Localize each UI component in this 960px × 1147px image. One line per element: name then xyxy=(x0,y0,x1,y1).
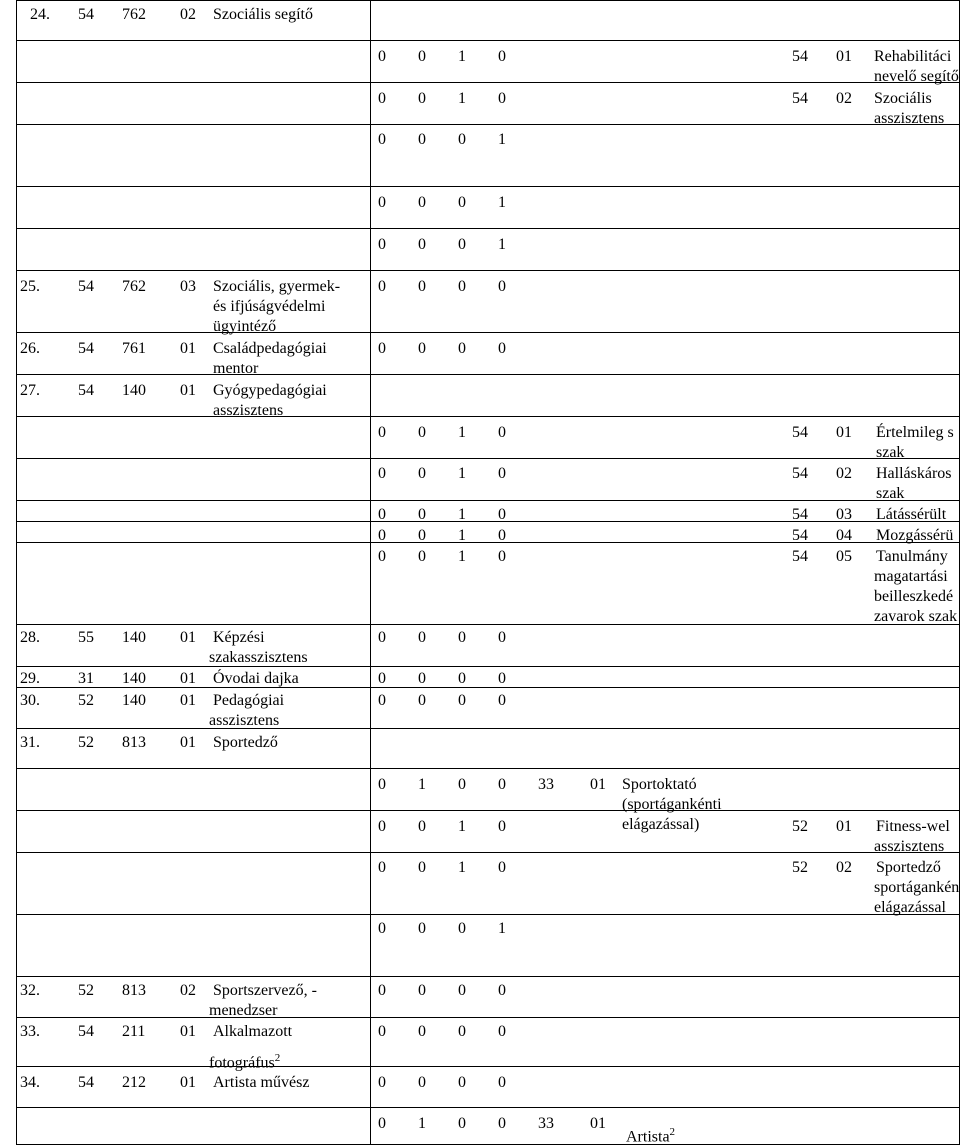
table-cell-text: 31 xyxy=(78,670,94,687)
table-cell-text: 54 xyxy=(78,340,94,357)
table-cell-text: 0 xyxy=(378,424,386,441)
table-cell-text: 54 xyxy=(792,527,808,544)
table-cell-text: menedzser xyxy=(209,1002,278,1019)
table-cell-text: 05 xyxy=(836,548,852,565)
table-cell-text: 0 xyxy=(458,629,466,646)
table-cell-text: Artista$^2$ xyxy=(626,1126,676,1146)
table-cell-text: 1 xyxy=(498,920,506,937)
table-cell-text: 1 xyxy=(458,859,466,876)
table-cell-text: 0 xyxy=(458,776,466,793)
table-cell-text: fotográfus$^2$ xyxy=(209,1052,281,1072)
table-cell-text: 0 xyxy=(458,131,466,148)
table-cell-text: 52 xyxy=(792,859,808,876)
table-cell-text: 0 xyxy=(378,48,386,65)
table-cell-text: 03 xyxy=(180,278,196,295)
table-cell-text: 0 xyxy=(458,1115,466,1132)
table-cell-text: Óvodai dajka xyxy=(213,670,299,687)
row-border xyxy=(16,810,960,811)
table-cell-text: 27. xyxy=(20,382,40,399)
table-cell-text: 02 xyxy=(180,6,196,23)
table-cell-text: 0 xyxy=(458,194,466,211)
table-cell-text: 1 xyxy=(418,1115,426,1132)
table-cell-text: 02 xyxy=(836,859,852,876)
table-cell-text: 32. xyxy=(20,982,40,999)
table-cell-text: 1 xyxy=(498,236,506,253)
table-cell-text: Sportoktató xyxy=(622,776,697,793)
table-cell-text: mentor xyxy=(213,360,259,377)
table-cell-text: 0 xyxy=(458,982,466,999)
table-cell-text: 0 xyxy=(418,90,426,107)
table-cell-text: 01 xyxy=(590,1115,606,1132)
row-border xyxy=(16,458,960,459)
table-cell-text: 1 xyxy=(458,548,466,565)
row-border xyxy=(16,542,960,543)
table-cell-text: 25. xyxy=(20,278,40,295)
row-border xyxy=(16,332,960,333)
table-cell-text: 0 xyxy=(418,670,426,687)
table-cell-text: 54 xyxy=(792,506,808,523)
table-cell-text: 0 xyxy=(498,1074,506,1091)
table-cell-text: 28. xyxy=(20,629,40,646)
table-cell-text: 33. xyxy=(20,1023,40,1040)
table-cell-text: 52 xyxy=(78,734,94,751)
table-cell-text: asszisztens xyxy=(874,110,945,127)
table-cell-text: 813 xyxy=(122,734,146,751)
table-cell-text: 54 xyxy=(792,465,808,482)
table-cell-text: 01 xyxy=(180,629,196,646)
table-cell-text: 0 xyxy=(378,920,386,937)
table-cell-text: 01 xyxy=(180,670,196,687)
table-cell-text: 212 xyxy=(122,1074,146,1091)
table-cell-text: 0 xyxy=(418,424,426,441)
row-border xyxy=(16,666,960,667)
table-cell-text: 0 xyxy=(378,465,386,482)
row-border xyxy=(16,521,960,522)
table-cell-text: 0 xyxy=(498,548,506,565)
table-cell-text: zavarok szak xyxy=(874,608,958,625)
table-cell-text: 1 xyxy=(498,194,506,211)
row-border xyxy=(16,914,960,915)
table-cell-text: 52 xyxy=(78,692,94,709)
table-cell-text: nevelő segítő xyxy=(874,68,959,85)
row-border xyxy=(16,852,960,853)
table-cell-text: Alkalmazott xyxy=(213,1023,293,1040)
table-cell-text: 01 xyxy=(836,48,852,65)
table-cell-text: 0 xyxy=(418,920,426,937)
table-cell-text: 0 xyxy=(498,692,506,709)
table-cell-text: 0 xyxy=(498,1115,506,1132)
table-cell-text: asszisztens xyxy=(874,838,945,855)
table-cell-text: Szociális segítő xyxy=(213,6,313,23)
table-cell-text: Képzési xyxy=(213,629,265,646)
table-cell-text: Rehabilitáci xyxy=(874,48,952,65)
table-cell-text: 01 xyxy=(836,818,852,835)
table-cell-text: 0 xyxy=(458,670,466,687)
table-cell-text: 1 xyxy=(458,424,466,441)
table-cell-text: Családpedagógiai xyxy=(213,340,327,357)
column-border xyxy=(16,0,17,1144)
table-cell-text: 0 xyxy=(378,1023,386,1040)
table-cell-text: Értelmileg s xyxy=(876,424,954,441)
row-border xyxy=(16,1144,960,1145)
table-cell-text: Szociális, gyermek- xyxy=(213,278,341,295)
row-border xyxy=(16,1017,960,1018)
table-cell-text: 33 xyxy=(538,1115,554,1132)
table-cell-text: (sportágankénti xyxy=(622,796,722,813)
table-cell-text: 0 xyxy=(378,776,386,793)
row-border xyxy=(16,124,960,125)
table-cell-text: 0 xyxy=(418,818,426,835)
row-border xyxy=(16,270,960,271)
table-cell-text: 26. xyxy=(20,340,40,357)
table-cell-text: 0 xyxy=(418,48,426,65)
table-cell-text: 0 xyxy=(418,527,426,544)
table-cell-text: beilleszkedé xyxy=(874,588,954,605)
table-cell-text: 02 xyxy=(836,465,852,482)
table-cell-text: ügyintéző xyxy=(213,318,277,335)
table-cell-text: 01 xyxy=(180,692,196,709)
table-cell-text: 0 xyxy=(378,629,386,646)
table-cell-text: Halláskáros xyxy=(876,465,952,482)
footnote-marker: 2 xyxy=(274,1052,281,1064)
table-cell-text: 0 xyxy=(378,131,386,148)
table-cell-text: szak xyxy=(876,485,905,502)
table-cell-text: 761 xyxy=(122,340,146,357)
table-cell-text: 33 xyxy=(538,776,554,793)
table-cell-text: szak xyxy=(876,444,905,461)
table-cell-text: 0 xyxy=(498,424,506,441)
table-cell-text: 0 xyxy=(498,1023,506,1040)
table-cell-text: 1 xyxy=(458,506,466,523)
table-cell-text: 0 xyxy=(498,859,506,876)
table-cell-text: elágazással xyxy=(874,899,946,916)
row-border xyxy=(16,82,960,83)
table-cell-text: Fitness-wel xyxy=(876,818,950,835)
table-cell-text: 0 xyxy=(378,1115,386,1132)
table-cell-text: 0 xyxy=(418,340,426,357)
table-cell-text: 0 xyxy=(378,194,386,211)
table-cell-text: 0 xyxy=(418,982,426,999)
table-cell-text: 03 xyxy=(836,506,852,523)
table-cell-text: Sportedző xyxy=(876,859,941,876)
row-border xyxy=(16,768,960,769)
table-cell-text: Mozgássérü xyxy=(876,527,954,544)
table-cell-text: 0 xyxy=(458,1023,466,1040)
table-cell-text: 1 xyxy=(418,776,426,793)
table-cell-text: 0 xyxy=(498,90,506,107)
table-cell-text: Pedagógiai xyxy=(213,692,285,709)
table-cell-text: 55 xyxy=(78,629,94,646)
table-cell-text: 0 xyxy=(418,629,426,646)
table-cell-text: 01 xyxy=(180,734,196,751)
table-cell-text: 04 xyxy=(836,527,852,544)
row-border xyxy=(16,228,960,229)
row-border xyxy=(16,500,960,501)
table-cell-text: 0 xyxy=(498,278,506,295)
table-cell-text: 31. xyxy=(20,734,40,751)
table-cell-text: 0 xyxy=(498,465,506,482)
table-cell-text: 0 xyxy=(458,236,466,253)
column-border xyxy=(370,0,371,1144)
table-cell-text: 0 xyxy=(498,982,506,999)
table-cell-text: 01 xyxy=(180,1023,196,1040)
row-border xyxy=(16,728,960,729)
table-cell-text: 01 xyxy=(180,382,196,399)
table-cell-text: 0 xyxy=(498,506,506,523)
footnote-marker: 2 xyxy=(669,1126,676,1138)
table-cell-text: 0 xyxy=(378,982,386,999)
table-cell-text: asszisztens xyxy=(209,712,280,729)
row-border xyxy=(16,374,960,375)
table-cell-text: Sportszervező, - xyxy=(213,982,317,999)
table-cell-text: 54 xyxy=(78,278,94,295)
table-cell-text: 0 xyxy=(458,278,466,295)
table-cell-text: Szociális xyxy=(874,90,932,107)
table-cell-text: 30. xyxy=(20,692,40,709)
table-cell-text: 0 xyxy=(378,527,386,544)
table-cell-text: 0 xyxy=(498,48,506,65)
table-cell-text: 0 xyxy=(378,1074,386,1091)
table-cell-text: 54 xyxy=(792,424,808,441)
table-cell-text: 0 xyxy=(418,131,426,148)
table-cell-text: 54 xyxy=(78,1023,94,1040)
row-border xyxy=(16,1107,960,1108)
row-border xyxy=(16,416,960,417)
table-cell-text: 0 xyxy=(378,818,386,835)
row-border xyxy=(16,186,960,187)
table-cell-text: Gyógypedagógiai xyxy=(213,382,327,399)
table-cell-text: 01 xyxy=(180,340,196,357)
table-cell-text: 0 xyxy=(378,670,386,687)
table-cell-text: 0 xyxy=(498,629,506,646)
table-cell-text: 0 xyxy=(418,506,426,523)
row-border xyxy=(16,976,960,977)
table-cell-text: 0 xyxy=(498,340,506,357)
table-cell-text: 54 xyxy=(792,48,808,65)
table-cell-text: 0 xyxy=(458,1074,466,1091)
table-cell-text: 0 xyxy=(418,1074,426,1091)
table-cell-text: 34. xyxy=(20,1074,40,1091)
table-cell-text: 0 xyxy=(418,465,426,482)
table-cell-text: 0 xyxy=(498,527,506,544)
table-cell-text: 0 xyxy=(458,340,466,357)
table-cell-text: 54 xyxy=(78,6,94,23)
table-cell-text: szakasszisztens xyxy=(209,649,308,666)
table-cell-text: 1 xyxy=(458,90,466,107)
table-cell-text: 140 xyxy=(122,382,146,399)
table-cell-text: 29. xyxy=(20,670,40,687)
table-cell-text: 01 xyxy=(836,424,852,441)
row-border xyxy=(16,40,960,41)
table-cell-text: 0 xyxy=(498,818,506,835)
table-cell-text: 140 xyxy=(122,692,146,709)
table-cell-text: magatartási xyxy=(874,568,948,585)
table-cell-text: 1 xyxy=(458,465,466,482)
table-cell-text: 54 xyxy=(78,382,94,399)
row-border xyxy=(16,624,960,625)
table-cell-text: Látássérült xyxy=(876,506,947,523)
table-cell-text: 01 xyxy=(180,1074,196,1091)
table-cell-text: asszisztens xyxy=(213,402,284,419)
table-cell-text: 762 xyxy=(122,6,146,23)
table-cell-text: 211 xyxy=(122,1023,146,1040)
table-cell-text: 1 xyxy=(498,131,506,148)
table-cell-text: 1 xyxy=(458,527,466,544)
table-cell-text: 0 xyxy=(378,692,386,709)
table-cell-text: 0 xyxy=(498,776,506,793)
table-cell-text: 0 xyxy=(498,670,506,687)
table-cell-text: 52 xyxy=(78,982,94,999)
table-cell-text: 0 xyxy=(418,1023,426,1040)
table-cell-text: 0 xyxy=(378,278,386,295)
table-cell-text: 0 xyxy=(418,859,426,876)
row-border xyxy=(16,0,960,1)
table-cell-text: 762 xyxy=(122,278,146,295)
table-cell-text: Sportedző xyxy=(213,734,278,751)
row-border xyxy=(16,687,960,688)
table-cell-text: 0 xyxy=(458,920,466,937)
table-cell-text: 54 xyxy=(792,90,808,107)
row-border xyxy=(16,1066,960,1067)
table-cell-text: 0 xyxy=(378,548,386,565)
table-cell-text: 0 xyxy=(418,548,426,565)
table-cell-text: 02 xyxy=(180,982,196,999)
table-cell-text: 1 xyxy=(458,818,466,835)
table-cell-text: 1 xyxy=(458,48,466,65)
table-cell-text: 0 xyxy=(418,194,426,211)
table-cell-text: 54 xyxy=(78,1074,94,1091)
table-cell-text: 0 xyxy=(378,236,386,253)
table-cell-text: 0 xyxy=(378,90,386,107)
table-cell-text: 0 xyxy=(418,278,426,295)
table-cell-text: 54 xyxy=(792,548,808,565)
table-cell-text: 0 xyxy=(418,692,426,709)
table-cell-text: 813 xyxy=(122,982,146,999)
table-cell-text: 0 xyxy=(418,236,426,253)
table-cell-text: sportágankén xyxy=(874,879,960,896)
table-cell-text: 0 xyxy=(378,859,386,876)
table-cell-text: 52 xyxy=(792,818,808,835)
table-cell-text: elágazással) xyxy=(622,816,700,833)
table-cell-text: 140 xyxy=(122,670,146,687)
table-cell-text: Tanulmány xyxy=(876,548,948,565)
table-cell-text: 140 xyxy=(122,629,146,646)
table-cell-text: és ifjúságvédelmi xyxy=(213,298,326,315)
table-cell-text: Artista művész xyxy=(213,1074,310,1091)
table-cell-text: 01 xyxy=(590,776,606,793)
table-cell-text: 0 xyxy=(378,340,386,357)
table-cell-text: 02 xyxy=(836,90,852,107)
table-cell-text: 0 xyxy=(378,506,386,523)
table-cell-text: 24. xyxy=(30,6,50,23)
table-cell-text: 0 xyxy=(458,692,466,709)
